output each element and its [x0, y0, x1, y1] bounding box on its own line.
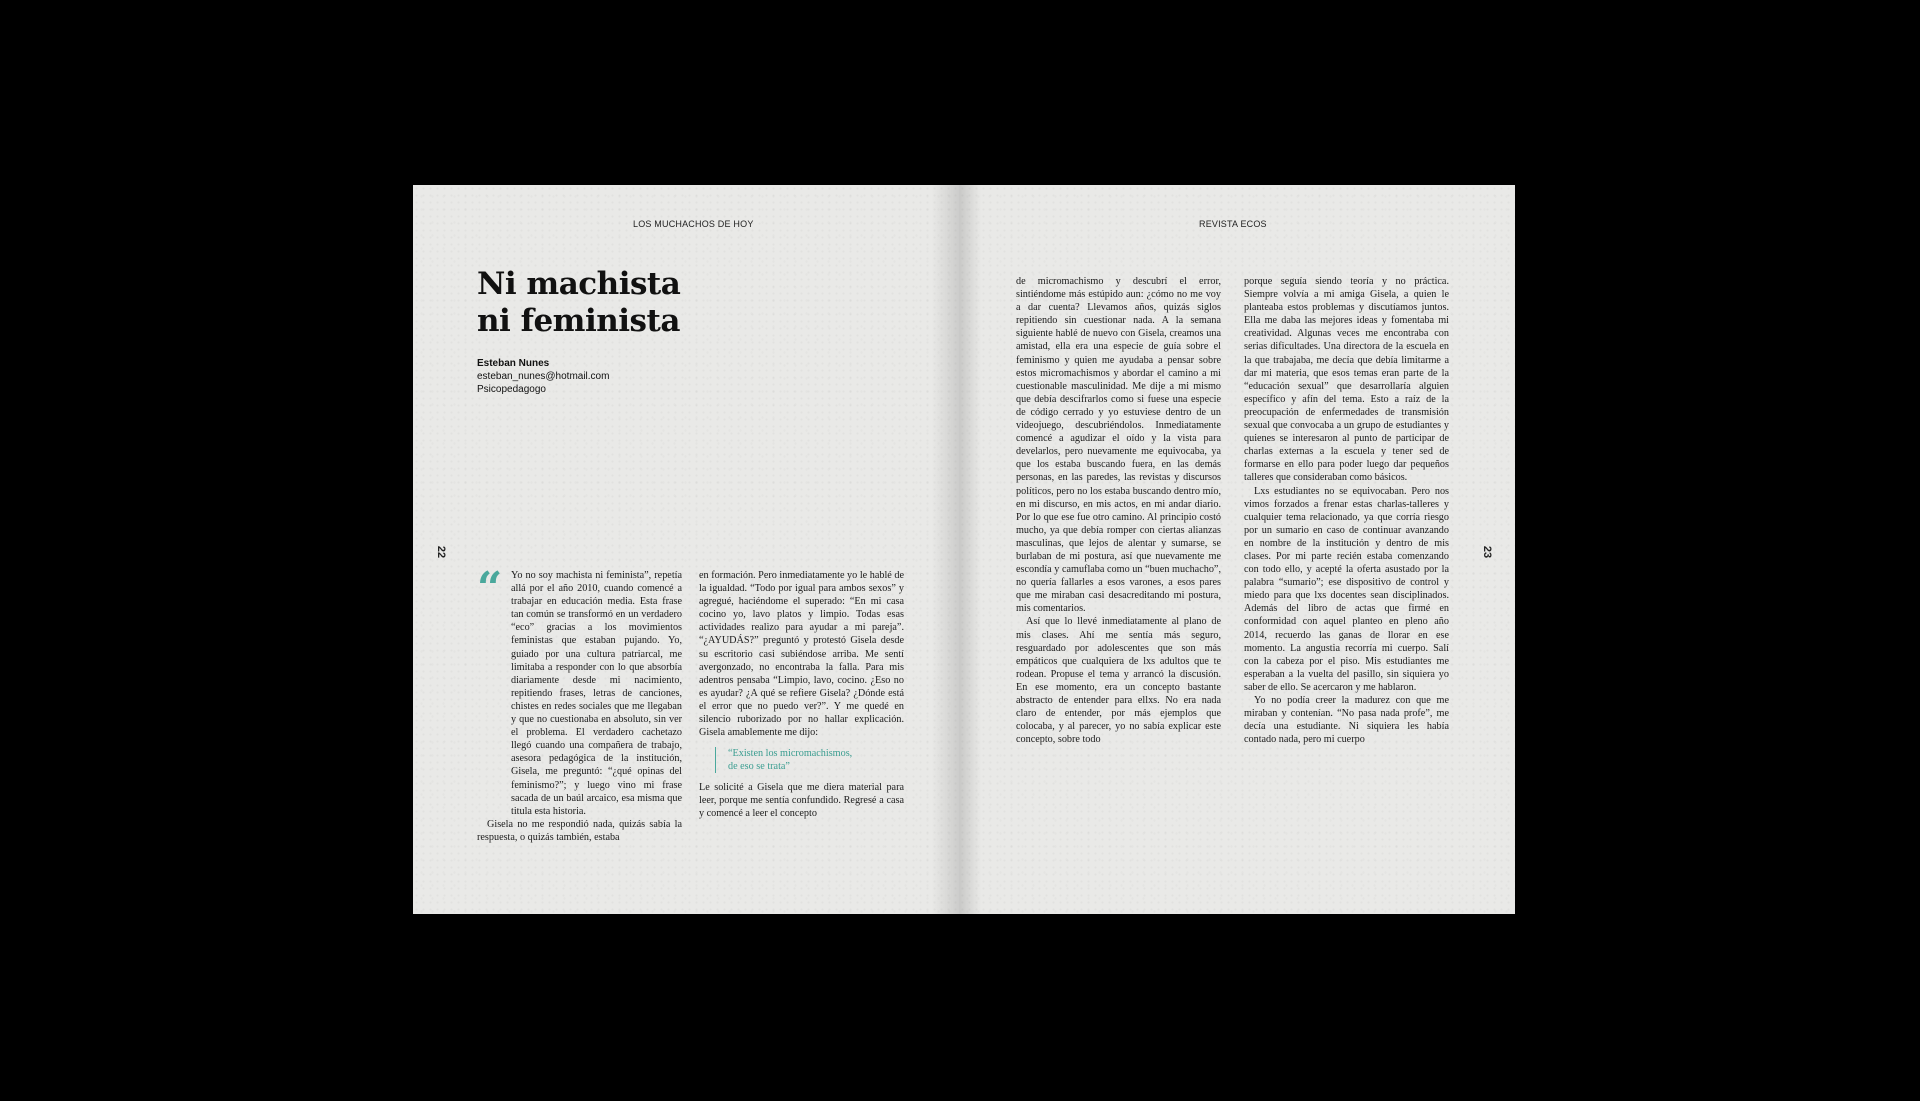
article-title: [477, 266, 680, 340]
author-block: [477, 357, 609, 396]
gutter-shadow: [931, 185, 959, 914]
open-quote-icon: “: [477, 563, 503, 614]
paragraph: porque seguía siendo teoría y no práctica. Siempre volvía a mi amiga Gisela, a quien le planteaba estos problemas y discutíamos juntos. Ella me daba las mejores ideas y fomentaba mi creatividad. Algunas veces me encontraba con serias dificultades. Una directora de la escuela en la que trabajaba, me decía que debía limitarme a dar mi materia, que esos temas eran parte de la “educación sexual” que desarrollaría alguien específico y afín del tema. Esto a raíz de la preocupación de enfermedades de transmisión sexual que convocaba a un grupo de estudiantes y quienes se interesaron al punto de participar de charlas externas a la escuela y tener sed de formarse en ello para poder luego dar pequeños talleres que consideraban como básicos.: [1244, 276, 1449, 484]
text-column-3: [1016, 275, 1221, 746]
title-line: ni feminista: [477, 303, 680, 339]
text-column-4: [1244, 275, 1449, 746]
gutter-shadow: [959, 185, 981, 914]
title-line: Ni machista: [477, 266, 681, 302]
magazine-spread: [413, 185, 1515, 914]
author-email: esteban_nunes@hotmail.com: [477, 371, 610, 382]
pull-quote-line: “Existen los micromachismos,: [728, 748, 853, 760]
paragraph: Yo no podía creer la madurez con que me miraban y contenían. “No pasa nada profe”, me decía una estudiante. Ni siquiera les había contado nada, pero mi cuerpo: [1244, 695, 1449, 746]
running-head: REVISTA ECOS: [1199, 219, 1267, 229]
pull-quote: [715, 747, 904, 773]
author-role: Psicopedagogo: [477, 384, 546, 395]
paragraph: Le solicité a Gisela que me diera material para leer, porque me sentía confundido. Regresé a casa y comencé a leer el concepto: [699, 782, 904, 820]
text-column-1: [477, 563, 682, 844]
paragraph: Lxs estudiantes no se equivocaban. Pero nos vimos forzados a frenar estas charlas-talleres y cualquier tema relacionado, ya que corría riesgo por un sumario en caso de continuar avanzando en nombre de la institución y dentro de mis clases. Por mi parte recién estaba comenzando con todo ello, y acepté la oferta asustado por la palabra “sumario”; ese dispositivo de control y miedo para que lxs docentes sean disciplinados. Además del libro de actas que firmé en conformidad con aquel planteo en pleno año 2014, recuerdo las ganas de llorar en ese momento. La angustia recorría mi cuerpo. Salí con la cabeza por el piso. Mis estudiantes me esperaban a la vuelta del pasillo, sin siquiera yo saber de ello. Se acercaron y me hablaron.: [1244, 485, 1449, 693]
pull-quote-line: de eso se trata”: [728, 761, 790, 773]
paragraph: Gisela no me respondió nada, quizás sabía la respuesta, o quizás también, estaba: [477, 818, 682, 843]
paragraph: Yo no soy machista ni feminista”, repetía allá por el año 2010, cuando comencé a trabajar en educación media. Esta frase tan común se transformó en un verdadero “eco” gracias a los movimientos feministas que estaban pujando. Yo, guiado por una cultura patriarcal, me limitaba a responder con lo que absorbía diariamente desde mi nacimiento, repitiendo frases, letras de canciones, chistes en redes sociales que me llegaban y que no cuestionaba en absoluto, sin ver el problema. El verdadero cachetazo llegó cuando una compañera de trabajo, asesora pedagógica de la institución, Gisela, me preguntó: “¿qué opinas del feminismo?”; y luego vino mi frase sacada de un baúl arcaico, esa misma que titula esta historia.: [511, 570, 682, 817]
text-column-2: [699, 569, 904, 821]
right-page: [959, 185, 1515, 914]
paragraph: Así que lo llevé inmediatamente al plano de mis clases. Ahí me sentía más seguro, resguardado por adolescentes que son más empáticos que cualquiera de lxs adultos que te rodean. Propuse el tema y arrancó la discusión. En ese momento, era un concepto bastante abstracto de entender para ellxs. No era nada claro de entender, por más ejemplos que colocaba, y al parecer, yo no sabía explicar este concepto, sobre todo: [1016, 616, 1221, 746]
paragraph: de micromachismo y descubrí el error, sintiéndome más estúpido aun: ¿cómo no me voy a dar cuenta? Llevamos años, quizás siglos repitiendo sin cuestionar nada. A la semana siguiente hablé de nuevo con Gisela, creamos una amistad, ella era una especie de guía sobre el feminismo y quien me ayudaba a pensar sobre estos micromachismos y abordar el camino a mi cuestionable masculinidad. Me dije a mi mismo que debía descifrarlos como si fuese una especie de código cerrado y yo estuviese dentro de un videojuego, descubriéndolos. Inmediatamente comencé a agudizar el oído y la vista para develarlos, pero nuevamente me equivocaba, ya que los estaba buscando fuera, en las demás personas, en las paredes, las revistas y discursos políticos, pero no los estaba buscando dentro mío, en mi discurso, en mis actos, en mi andar diario. Por lo que ese fue otro camino. Al principio costó mucho, ya que debía romper con ciertas alianzas masculinas, que lejos de alentar y sumarse, se burlaban de mi postura, así que nuevamente me escondía y camuflaba como un “buen muchacho”, no quería fallarles a esos varones, a esos pares que me miraban casi desacreditando mi postura, mis comentarios.: [1016, 276, 1221, 615]
page-number: 22: [435, 545, 448, 559]
running-head: LOS MUCHACHOS DE HOY: [633, 219, 754, 229]
paragraph: en formación. Pero inmediatamente yo le hablé de la igualdad. “Todo por igual para ambos sexos” y agregué, haciéndome el superado: “En mi casa cocino yo, lavo platos y limpio. Todas esas actividades realizo para ayudar a mi pareja”. “¿AYUDÁS?” preguntó y protestó Gisela desde su escritorio casi subiéndose arriba. Me sentí avergonzado, no encontraba la falla. Para mis adentros pensaba “Limpio, lavo, cocino. ¿Eso no es ayudar? ¿A qué se refiere Gisela? ¿Dónde está el error que no puedo ver?”. Y me quedé en silencio ruborizado por no hallar explicación. Gisela amablemente me dijo:: [699, 570, 904, 739]
author-name: Esteban Nunes: [477, 358, 550, 369]
page-number: 23: [1481, 545, 1494, 559]
left-page: [413, 185, 959, 914]
